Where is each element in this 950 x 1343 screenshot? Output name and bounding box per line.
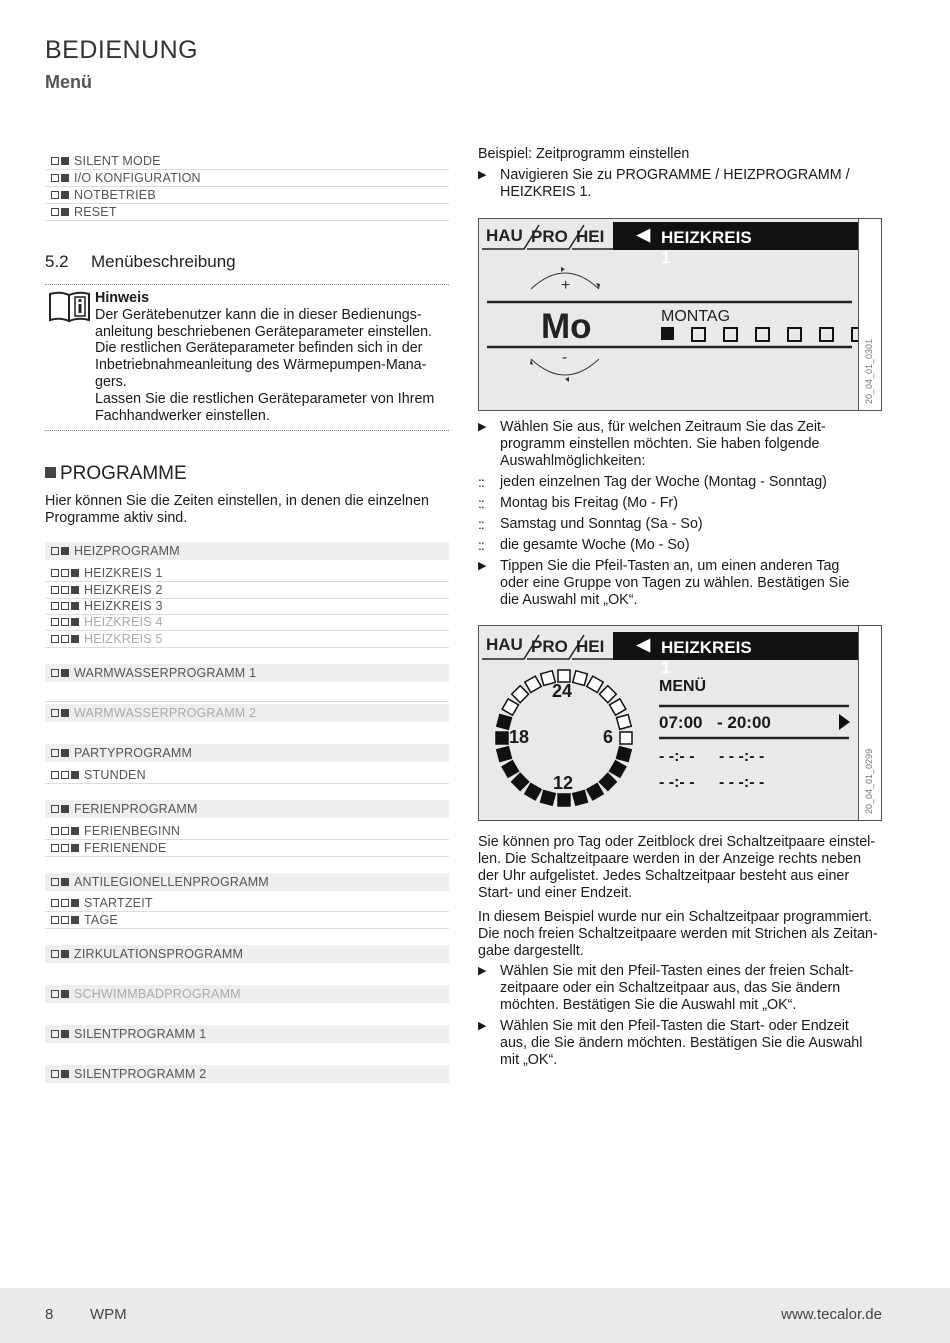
divider <box>45 430 449 431</box>
empty-square-icon <box>51 990 59 998</box>
spacer-row <box>45 684 449 702</box>
step-line: oder eine Gruppe von Tagen zu wählen. Bestätigen Sie <box>500 575 850 591</box>
day-square <box>723 327 738 342</box>
clock-segment-active <box>587 783 603 799</box>
filled-square-icon <box>71 635 79 643</box>
empty-square-icon <box>51 157 59 165</box>
empty-square-icon <box>51 635 59 643</box>
menu-row-label: PARTYPROGRAMM <box>74 746 193 760</box>
menu-row-label: WARMWASSERPROGRAMM 2 <box>74 706 257 720</box>
section-heading <box>45 252 236 272</box>
menu-row-antilegionellen <box>45 873 449 891</box>
option-2 <box>478 495 882 512</box>
step-line: Tippen Sie die Pfeil-Tasten an, um einen anderen Tag <box>500 558 840 574</box>
clock-segment-active <box>558 794 570 806</box>
clock-segment-active <box>573 791 588 806</box>
clock-label-12: 12 <box>553 773 574 793</box>
tab-label: HAU <box>486 226 523 245</box>
clock-segment-active <box>617 747 632 762</box>
clock-segment-active <box>525 783 541 799</box>
empty-square-icon <box>51 749 59 757</box>
tab-label: HEI <box>576 227 605 246</box>
step-line: HEIZKREIS 1. <box>500 184 592 200</box>
menu-row <box>45 169 449 187</box>
paragraph-1 <box>478 834 882 902</box>
menu-row-label: HEIZPROGRAMM <box>74 544 180 558</box>
free-slot-end: - - -:- - <box>719 774 765 791</box>
tab-label: HEI <box>576 637 605 656</box>
plus-sign: + <box>561 277 571 294</box>
menu-row-ferienende <box>45 839 449 857</box>
filled-square-icon <box>61 805 69 813</box>
menu-row-label: HEIZKREIS 4 <box>84 614 163 629</box>
tab-label: PRO <box>531 637 568 656</box>
step-line: zeitpaare oder ein Schaltzeitpaar aus, das Sie ändern <box>500 980 841 996</box>
option-text: die gesamte Woche (Mo - So) <box>500 537 690 553</box>
empty-square-icon <box>61 899 69 907</box>
description-line: Hier können Sie die Zeiten einstellen, in denen die einzelnen <box>45 493 429 509</box>
option-text: jeden einzelnen Tag der Woche (Montag - Sonntag) <box>500 474 827 490</box>
day-square <box>819 327 834 342</box>
image-code: 20_04_01_0299 <box>864 748 874 814</box>
empty-square-icon <box>51 771 59 779</box>
empty-square-icon <box>51 174 59 182</box>
step-3 <box>478 558 882 609</box>
menu-row <box>45 152 449 170</box>
filled-square-icon <box>71 844 79 852</box>
option-text: Samstag und Sonntag (Sa - So) <box>500 516 703 532</box>
info-book-icon <box>48 290 92 329</box>
menu-label: MENÜ <box>659 678 707 695</box>
section-title: Menübeschreibung <box>91 252 236 271</box>
day-abbreviation: Mo <box>541 307 592 346</box>
empty-square-icon <box>61 618 69 626</box>
description-line: Programme aktiv sind. <box>45 510 188 526</box>
empty-square-icon <box>51 208 59 216</box>
clock-segment-active <box>512 773 529 790</box>
bullet-dots-icon: :: <box>478 516 484 532</box>
display-day-selection <box>478 218 882 411</box>
empty-square-icon <box>51 547 59 555</box>
menu-row-partyprogramm <box>45 744 449 762</box>
clock-segment-active <box>497 747 512 762</box>
clock-segment <box>620 732 632 744</box>
clock-segment <box>609 699 625 715</box>
empty-square-icon <box>51 191 59 199</box>
clock-segment <box>573 671 588 686</box>
clock-segment-active <box>599 773 616 790</box>
menu-row-label: ANTILEGIONELLENPROGRAMM <box>74 875 269 889</box>
clock-label-6: 6 <box>603 727 614 747</box>
filled-square-icon <box>61 950 69 958</box>
programme-heading <box>45 463 187 485</box>
menu-row-heizkreis-5 <box>45 630 449 648</box>
step-1 <box>478 167 882 201</box>
page-header-title: BEDIENUNG <box>45 36 199 64</box>
menu-row-schwimmbad <box>45 985 449 1003</box>
empty-square-icon <box>51 1070 59 1078</box>
filled-square-icon <box>61 1030 69 1038</box>
step-line: Auswahlmöglichkeiten: <box>500 453 646 469</box>
paragraph-line: In diesem Beispiel wurde nur ein Schaltzeitpaar programmiert. <box>478 909 873 925</box>
menu-row-label: STUNDEN <box>84 767 146 782</box>
filled-square-icon <box>61 547 69 555</box>
filled-square-icon <box>61 749 69 757</box>
menu-row-label: HEIZKREIS 5 <box>84 631 163 646</box>
filled-square-icon <box>71 899 79 907</box>
clock-segment <box>599 686 616 703</box>
step-2 <box>478 419 882 470</box>
note-line: anleitung beschriebenen Geräteparameter einstellen. <box>95 323 432 340</box>
clock-segment-active <box>496 732 508 744</box>
programme-title: PROGRAMME <box>60 463 187 484</box>
active-tab-label: ◀ HEIZKREIS 1 <box>637 225 752 267</box>
clock-label-24: 24 <box>552 681 573 701</box>
empty-square-icon <box>51 669 59 677</box>
active-tab <box>613 632 859 677</box>
empty-square-icon <box>61 602 69 610</box>
display-screen <box>479 626 859 820</box>
bullet-triangle-icon: ▶ <box>478 169 487 181</box>
note-line: Inbetriebnahmeanleitung des Wärmepumpen-Mana- <box>95 357 427 374</box>
day-square-selected <box>661 327 674 340</box>
clock-segment-active <box>609 761 625 777</box>
step-line: aus, die Sie ändern möchten. Bestätigen Sie die Auswahl <box>500 1035 863 1051</box>
menu-row-label: SILENTPROGRAMM 1 <box>74 1027 207 1041</box>
menu-row-heizprogramm <box>45 542 449 560</box>
menu-row <box>45 203 449 221</box>
empty-square-icon <box>51 844 59 852</box>
time-end: - 20:00 <box>717 713 771 732</box>
option-3 <box>478 516 882 533</box>
divider <box>45 284 449 285</box>
empty-square-icon <box>61 916 69 924</box>
filled-square-icon <box>71 827 79 835</box>
step-line: Wählen Sie mit den Pfeil-Tasten die Start- oder Endzeit <box>500 1018 849 1034</box>
clock-label-18: 18 <box>509 727 530 747</box>
bullet-dots-icon: :: <box>478 495 484 511</box>
filled-square-icon <box>71 586 79 594</box>
page-header-subtitle: Menü <box>45 72 92 92</box>
paragraph-line: der Uhr aufgelistet. Jedes Schaltzeitpaar besteht aus einer <box>478 868 850 884</box>
active-tab-text: HEIZKREIS 1 <box>661 228 752 267</box>
bullet-triangle-icon: ▶ <box>478 965 487 977</box>
menu-row-label: SILENTPROGRAMM 2 <box>74 1067 207 1081</box>
empty-square-icon <box>51 950 59 958</box>
day-square <box>787 327 802 342</box>
filled-square-icon <box>61 669 69 677</box>
option-1 <box>478 474 882 491</box>
filled-square-icon <box>61 1070 69 1078</box>
menu-row-label: WARMWASSERPROGRAMM 1 <box>74 666 257 680</box>
empty-square-icon <box>51 618 59 626</box>
step-4 <box>478 963 882 1014</box>
filled-square-icon <box>61 208 69 216</box>
menu-row-heizkreis-4 <box>45 613 449 631</box>
day-square <box>691 327 706 342</box>
empty-square-icon <box>51 899 59 907</box>
menu-row-tage <box>45 911 449 929</box>
bullet-dots-icon: :: <box>478 537 484 553</box>
step-line: Navigieren Sie zu PROGRAMME / HEIZPROGRAMM / <box>500 167 850 183</box>
menu-row-zirkulation <box>45 945 449 963</box>
paragraph-line: gabe dargestellt. <box>478 943 584 959</box>
clock-segment <box>617 715 632 730</box>
empty-square-icon <box>61 635 69 643</box>
paragraph-line: Die noch freien Schaltzeitpaare werden mit Strichen als Zeitan- <box>478 926 878 942</box>
page-number: 8 <box>45 1306 54 1323</box>
display-side-strip <box>858 626 881 820</box>
free-slot-end: - - -:- - <box>719 748 765 765</box>
filled-square-icon <box>71 602 79 610</box>
note-line: Die restlichen Geräteparameter befinden sich in der <box>95 340 423 357</box>
menu-row-label: TAGE <box>84 912 118 927</box>
note-line: gers. <box>95 373 127 390</box>
product-name: WPM <box>90 1306 127 1323</box>
paragraph-2 <box>478 909 882 960</box>
bullet-triangle-icon: ▶ <box>478 560 487 572</box>
empty-square-icon <box>51 709 59 717</box>
filled-square-icon <box>71 916 79 924</box>
menu-row-label: HEIZKREIS 2 <box>84 582 163 597</box>
filled-square-icon <box>61 174 69 182</box>
filled-square-icon <box>71 569 79 577</box>
bullet-triangle-icon: ▶ <box>478 1020 487 1032</box>
menu-row-startzeit <box>45 894 449 912</box>
bullet-dots-icon: :: <box>478 474 484 490</box>
menu-row-label: NOTBETRIEB <box>74 187 156 202</box>
weekday-squares <box>661 327 866 342</box>
empty-square-icon <box>51 878 59 886</box>
tab-label: HAU <box>486 635 523 654</box>
empty-square-icon <box>61 771 69 779</box>
note-heading: Hinweis <box>95 290 150 306</box>
menu-row-label: SILENT MODE <box>74 153 161 168</box>
note-line: Lassen Sie die restlichen Geräteparameter von Ihrem <box>95 390 435 407</box>
display-side-strip <box>858 219 881 410</box>
paragraph-line: Sie können pro Tag oder Zeitblock drei Schaltzeitpaare einstel- <box>478 834 876 850</box>
menu-row-silent-1 <box>45 1025 449 1043</box>
empty-square-icon <box>61 586 69 594</box>
note-box <box>95 290 447 424</box>
menu-row-heizkreis-1 <box>45 564 449 582</box>
step-line: möchten. Bestätigen Sie die Auswahl mit „OK“. <box>500 997 797 1013</box>
clock-segment <box>512 686 529 703</box>
paragraph-line: len. Die Schaltzeitpaare werden in der Anzeige rechts neben <box>478 851 862 867</box>
free-slot-start: - -:- - <box>659 748 695 765</box>
menu-row <box>45 186 449 204</box>
active-tab-label: ◀ HEIZKREIS 1 <box>637 635 752 677</box>
empty-square-icon <box>51 569 59 577</box>
empty-square-icon <box>61 827 69 835</box>
step-line: die Auswahl mit „OK“. <box>500 592 638 608</box>
clock-segment-active <box>502 761 518 777</box>
tab-label: PRO <box>531 227 568 246</box>
filled-square-icon <box>61 191 69 199</box>
website-url: www.tecalor.de <box>781 1306 882 1323</box>
menu-row-label: SCHWIMMBADPROGRAMM <box>74 987 241 1001</box>
menu-row-warmwasser-2 <box>45 704 449 722</box>
bullet-triangle-icon: ▶ <box>478 421 487 433</box>
option-4 <box>478 537 882 554</box>
empty-square-icon <box>51 586 59 594</box>
active-tab <box>613 222 859 267</box>
display-screen <box>479 219 859 410</box>
menu-row-label: ZIRKULATIONSPROGRAMM <box>74 947 244 961</box>
menu-row-label: I/O KONFIGURATION <box>74 170 201 185</box>
step-line: mit „OK“. <box>500 1052 558 1068</box>
display-time-program <box>478 625 882 821</box>
day-name: MONTAG <box>661 308 731 325</box>
note-line: Fachhandwerker einstellen. <box>95 407 270 424</box>
step-5 <box>478 1018 882 1069</box>
clock-segment <box>525 676 541 692</box>
minus-sign: - <box>562 349 568 366</box>
example-heading: Beispiel: Zeitprogramm einstellen <box>478 146 690 162</box>
step-line: Wählen Sie aus, für welchen Zeitraum Sie das Zeit- <box>500 419 826 435</box>
image-code: 20_04_01_0301 <box>864 338 874 404</box>
filled-square-icon <box>71 771 79 779</box>
filled-square-icon <box>61 157 69 165</box>
time-start: 07:00 <box>659 713 703 732</box>
filled-square-icon <box>61 990 69 998</box>
empty-square-icon <box>51 805 59 813</box>
empty-square-icon <box>61 569 69 577</box>
menu-row-label: HEIZKREIS 1 <box>84 565 163 580</box>
filled-square-icon <box>71 618 79 626</box>
programme-description <box>45 493 450 527</box>
menu-row-label: FERIENENDE <box>84 840 167 855</box>
free-slot-start: - -:- - <box>659 774 695 791</box>
paragraph-line: Start- und einer Endzeit. <box>478 885 633 901</box>
clock-segment <box>587 676 603 692</box>
filled-square-icon <box>61 709 69 717</box>
day-square <box>755 327 770 342</box>
active-tab-text: HEIZKREIS 1 <box>661 638 752 677</box>
menu-row-label: STARTZEIT <box>84 895 153 910</box>
filled-square-icon <box>61 878 69 886</box>
menu-row-label: RESET <box>74 204 117 219</box>
empty-square-icon <box>61 844 69 852</box>
empty-square-icon <box>51 1030 59 1038</box>
empty-square-icon <box>51 602 59 610</box>
step-line: programm einstellen möchten. Sie haben folgende <box>500 436 820 452</box>
empty-square-icon <box>51 827 59 835</box>
menu-row-label: HEIZKREIS 3 <box>84 598 163 613</box>
menu-row-label: FERIENPROGRAMM <box>74 802 198 816</box>
menu-row-warmwasser-1 <box>45 664 449 682</box>
section-number: 5.2 <box>45 252 69 271</box>
option-text: Montag bis Freitag (Mo - Fr) <box>500 495 678 511</box>
filled-square-icon <box>45 467 56 478</box>
menu-row-ferienbeginn <box>45 822 449 840</box>
menu-row-label: FERIENBEGINN <box>84 823 181 838</box>
empty-square-icon <box>51 916 59 924</box>
menu-row-stunden <box>45 766 449 784</box>
note-line: Der Gerätebenutzer kann die in dieser Bedienungs- <box>95 306 422 323</box>
menu-row-silent-2 <box>45 1065 449 1083</box>
menu-row-ferienprogramm <box>45 800 449 818</box>
clock-segment <box>502 699 518 715</box>
step-line: Wählen Sie mit den Pfeil-Tasten eines der freien Schalt- <box>500 963 854 979</box>
